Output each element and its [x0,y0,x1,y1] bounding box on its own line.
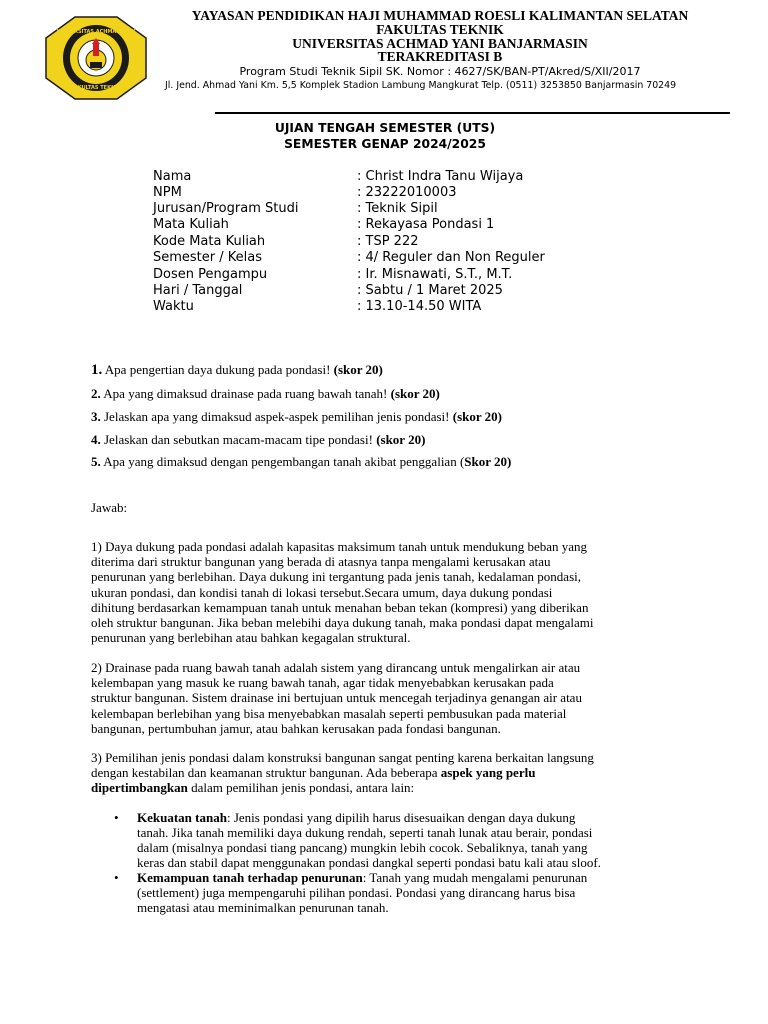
question-number: 1. [91,362,103,378]
header-study-program: Program Studi Teknik Sipil SK. Nomor : 4627/SK/BAN-PT/Akred/S/XII/2017 [239,65,641,78]
exam-semester: SEMESTER GENAP 2024/2025 [284,137,486,151]
answer-line: bangunan, pertumbuhan jamur, atau bahkan kerusakan pada fondasi bangunan. [91,720,501,736]
header-accreditation: TERAKREDITASI B [377,49,503,64]
bullet-line: (settlement) juga mempengaruhi pilihan pondasi. Pondasi yang dirancang harus bisa [137,885,576,900]
question-score: Skor 20) [464,454,512,469]
question-number: 3. [91,409,101,424]
answer-line: ukuran pondasi, dan kondisi tanah di lokasi tersebut.Secara umum, daya dukung pondasi [91,584,553,600]
bullet-text: : Tanah yang mudah mengalami penurunan [362,870,588,885]
university-logo-icon [45,16,147,100]
header-address: Jl. Jend. Ahmad Yani Km. 5,5 Komplek Stadion Lambung Mangkurat Telp. (0511) 3253850 Banjarmasin 70249 [165,80,677,91]
info-value: : Teknik Sipil [357,201,438,216]
exam-title: UJIAN TENGAH SEMESTER (UTS) [274,121,496,135]
answer-3-bullets [114,810,694,915]
info-value: : Rekayasa Pondasi 1 [357,217,495,232]
bullet-dot: • [114,870,119,885]
bullet-text: : Jenis pondasi yang dipilih harus disesuaikan dengan daya dukung [226,810,576,825]
info-value: : 4/ Reguler dan Non Reguler [357,250,545,265]
bullet-line: tanah. Jika tanah memiliki daya dukung rendah, seperti tanah lunak atau berair, pondasi [137,825,593,840]
info-label: Hari / Tanggal [153,283,243,298]
answer-2 [91,660,691,736]
answer-line: oleh struktur bangunan. Jika beban melebihi daya dukung tanah, maka pondasi dapat mengalami [91,615,594,631]
bullet-title: Kemampuan tanah terhadap penurunan [137,870,363,885]
info-value: : 23222010003 [357,185,457,200]
info-label: Jurusan/Program Studi [153,201,299,216]
question-score: (skor 20) [390,386,440,401]
answer-line: diterima dari struktur bangunan yang berada di atasnya tanpa mengalami kerusakan atau [91,554,551,570]
info-label: Mata Kuliah [153,217,229,232]
header-divider [215,112,730,114]
question-number: 5. [91,454,101,469]
bullet-line [137,870,694,885]
university-logo [45,16,147,100]
answer-heading: Jawab: [91,500,128,515]
logo-bottom-text: FAKULTAS TEKNIK [71,85,121,91]
answer-line: 2) Drainase pada ruang bawah tanah adalah sistem yang dirancang untuk mengalirkan air atau [91,660,581,675]
header-university: UNIVERSITAS ACHMAD YANI BANJARMASIN [292,36,588,51]
info-value: : 13.10-14.50 WITA [357,299,482,314]
logo-top-text: UNIVERSITAS ACHMAD YANI [56,29,136,35]
info-value: : Christ Indra Tanu Wijaya [357,169,524,184]
answer-line: kelembapan yang masuk ke ruang bawah tanah, agar tidak menyebabkan kerusakan pada [91,675,554,691]
bullet-dot: • [114,810,119,825]
question-item [91,432,425,448]
answer-line: penurunan yang berlebihan. Daya dukung ini tergantung pada jenis tanah, kedalaman pondasi, [91,569,582,585]
info-value: : Ir. Misnawati, S.T., M.T. [357,267,513,282]
bullet-line: dalam (misalnya pondasi tiang pancang) mungkin lebih cocok. Sebaliknya, tanah yang [137,840,588,855]
question-text: Apa pengertian daya dukung pada pondasi! [102,362,334,377]
question-item [91,362,383,379]
question-number: 2. [91,386,101,401]
bullet-item [114,870,694,915]
bullet-line: keras dan stabil dapat menggunakan pondasi dangkal seperti pondasi batu kali atau sloof. [137,855,601,870]
question-text: Apa yang dimaksud drainase pada ruang bawah tanah! [100,386,391,401]
question-text: Jelaskan apa yang dimaksud aspek-aspek pemilihan jenis pondasi! [100,409,453,424]
answer-line: dihitung berdasarkan kemampuan tanah untuk menahan beban tekan (kompresi) yang diberikan [91,599,589,615]
question-text: Apa yang dimaksud dengan pengembangan tanah akibat penggalian ( [100,454,465,469]
info-label: Waktu [153,299,194,314]
bullet-item [114,810,694,870]
bullet-line [137,810,694,825]
answer-line: 1) Daya dukung pada pondasi adalah kapasitas maksimum tanah untuk mendukung beban yang [91,539,588,554]
question-score: (skor 20) [452,409,502,424]
info-label: Kode Mata Kuliah [153,234,266,249]
question-text: Jelaskan dan sebutkan macam-macam tipe pondasi! [100,432,377,447]
answer-3-text: dalam pemilihan jenis pondasi, antara lain: [187,780,415,796]
question-score: (skor 20) [376,432,426,447]
info-label: Dosen Pengampu [153,267,268,282]
bullet-title: Kekuatan tanah [137,810,227,825]
answer-line: kelembapan berlebihan yang bisa menyebabkan masalah seperti pembusukan pada material [91,705,567,721]
info-label: NPM [153,185,182,200]
question-item [91,454,511,470]
header-foundation: YAYASAN PENDIDIKAN HAJI MUHAMMAD ROESLI KALIMANTAN SELATAN [191,8,689,23]
question-number: 4. [91,432,101,447]
info-value: : TSP 222 [357,234,419,249]
info-value: : Sabtu / 1 Maret 2025 [357,283,503,298]
bullet-line: mengatasi atau meminimalkan penurunan tanah. [137,900,389,915]
answer-3-line [91,780,691,795]
question-score: (skor 20) [333,362,383,377]
answer-3-line [91,765,691,780]
answer-line: penurunan yang berlebihan atau bahkan kegagalan struktural. [91,630,411,646]
info-label: Nama [153,169,192,184]
answer-3-bold: dipertimbangkan [91,780,188,796]
question-item [91,409,502,425]
answer-1 [91,539,691,645]
answer-line: struktur bangunan. Sistem drainase ini bertujuan untuk mencegah terjadinya genangan air atau [91,690,582,706]
answer-3-line: 3) Pemilihan jenis pondasi dalam konstruksi bangunan sangat penting karena berkaitan langsung [91,750,594,765]
answer-3-intro [91,750,691,796]
answer-3-bold: aspek yang perlu [440,765,536,781]
question-item [91,386,440,402]
answer-3-text: dengan kestabilan dan keamanan struktur bangunan. Ada beberapa [91,765,441,781]
header-faculty: FAKULTAS TEKNIK [376,22,504,37]
info-label: Semester / Kelas [153,250,262,265]
